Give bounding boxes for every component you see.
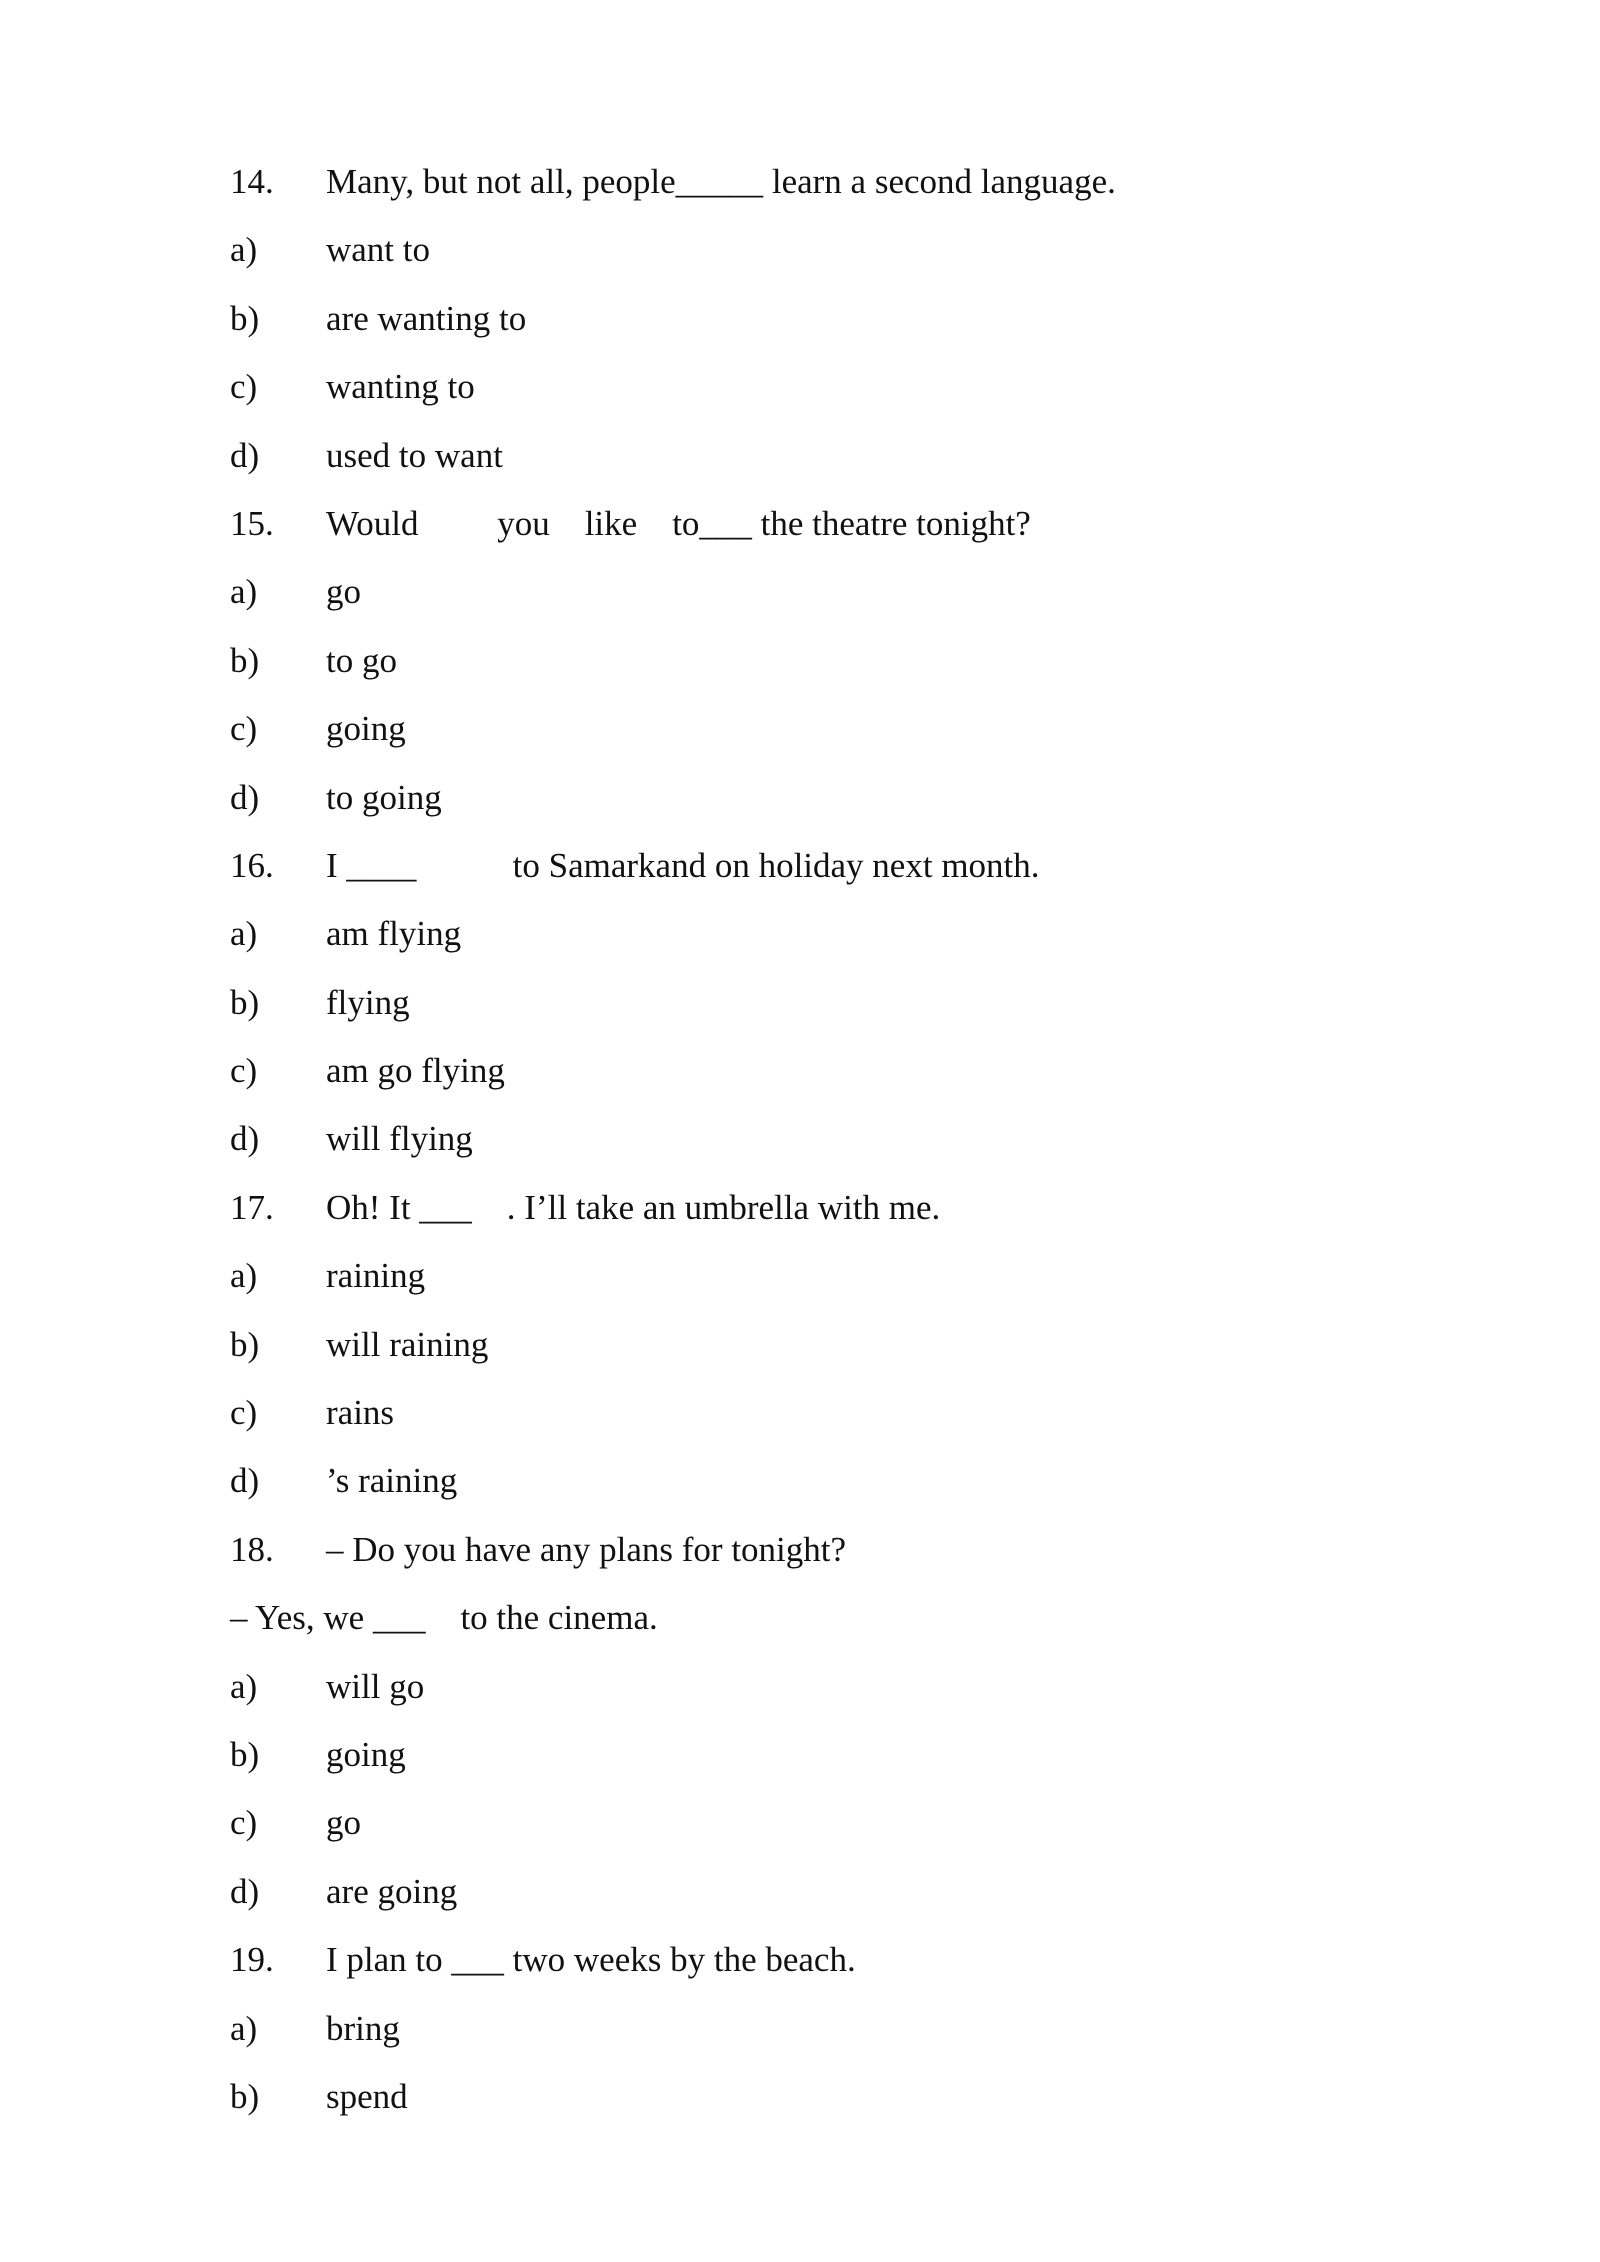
option-14-d <box>230 422 1380 490</box>
option-label: b) <box>230 2076 260 2116</box>
option-text: am flying <box>326 914 462 954</box>
option-label: d) <box>230 1461 260 1501</box>
question-16 <box>230 832 1380 900</box>
question-19 <box>230 1926 1380 1994</box>
option-text: to going <box>326 777 442 817</box>
option-label: b) <box>230 1734 260 1774</box>
question-17 <box>230 1174 1380 1242</box>
option-label: c) <box>230 709 258 749</box>
question-number: 19. <box>230 1940 274 1980</box>
option-label: b) <box>230 298 260 338</box>
option-text: go <box>326 572 361 612</box>
option-label: d) <box>230 1119 260 1159</box>
option-16-c <box>230 1037 1380 1105</box>
option-label: b) <box>230 982 260 1022</box>
option-17-b <box>230 1311 1380 1379</box>
option-18-c <box>230 1789 1380 1857</box>
option-15-c <box>230 695 1380 763</box>
option-14-c <box>230 353 1380 421</box>
option-15-a <box>230 558 1380 626</box>
question-stem: – Do you have any plans for tonight? <box>326 1529 847 1569</box>
option-text: will raining <box>326 1324 489 1364</box>
option-label: a) <box>230 572 258 612</box>
option-text: flying <box>326 982 410 1022</box>
question-18-continuation <box>230 1584 1380 1652</box>
option-text: going <box>326 1734 406 1774</box>
option-label: d) <box>230 435 260 475</box>
question-stem: I ____ to Samarkand on holiday next month. <box>326 845 1040 885</box>
option-text: to go <box>326 640 397 680</box>
option-text: going <box>326 709 406 749</box>
option-label: c) <box>230 1393 258 1433</box>
option-text: are wanting to <box>326 298 527 338</box>
question-stem: I plan to ___ two weeks by the beach. <box>326 1940 856 1980</box>
question-15 <box>230 490 1380 558</box>
option-15-b <box>230 627 1380 695</box>
option-16-d <box>230 1105 1380 1173</box>
question-18 <box>230 1516 1380 1584</box>
option-label: d) <box>230 777 260 817</box>
question-number: 14. <box>230 162 274 201</box>
option-text: ’s raining <box>326 1461 458 1501</box>
option-label: a) <box>230 1256 258 1296</box>
option-text: will flying <box>326 1119 473 1159</box>
option-label: a) <box>230 1666 258 1706</box>
option-text: are going <box>326 1871 458 1911</box>
option-label: d) <box>230 1871 260 1911</box>
option-18-b <box>230 1721 1380 1789</box>
dialogue-reply: – Yes, we ___ to the cinema. <box>230 1598 658 1638</box>
option-label: c) <box>230 367 258 407</box>
option-text: spend <box>326 2076 408 2116</box>
option-text: will go <box>326 1666 425 1706</box>
question-number: 17. <box>230 1187 274 1227</box>
question-14 <box>230 148 1380 216</box>
option-14-a <box>230 216 1380 284</box>
option-label: a) <box>230 914 258 954</box>
option-label: a) <box>230 2008 258 2048</box>
option-17-c <box>230 1379 1380 1447</box>
option-text: am go flying <box>326 1051 505 1091</box>
option-16-b <box>230 969 1380 1037</box>
option-text: raining <box>326 1256 426 1296</box>
option-label: c) <box>230 1803 258 1843</box>
option-17-d <box>230 1447 1380 1515</box>
option-18-d <box>230 1858 1380 1926</box>
quiz-content <box>230 148 1380 2131</box>
option-text: rains <box>326 1393 395 1433</box>
option-text: want to <box>326 230 431 270</box>
question-stem: Many, but not all, people_____ learn a second language. <box>326 162 1116 201</box>
option-label: a) <box>230 230 258 270</box>
option-18-a <box>230 1653 1380 1721</box>
question-stem: Would you like to___ the theatre tonight? <box>326 503 1031 543</box>
question-stem: Oh! It ___ . I’ll take an umbrella with me. <box>326 1187 941 1227</box>
option-16-a <box>230 900 1380 968</box>
option-label: b) <box>230 640 260 680</box>
question-number: 16. <box>230 845 274 885</box>
question-number: 15. <box>230 503 274 543</box>
option-text: used to want <box>326 435 503 475</box>
option-text: wanting to <box>326 367 475 407</box>
option-19-b <box>230 2063 1380 2131</box>
option-19-a <box>230 1995 1380 2063</box>
option-label: b) <box>230 1324 260 1364</box>
option-text: go <box>326 1803 361 1843</box>
question-number: 18. <box>230 1529 274 1569</box>
option-15-d <box>230 764 1380 832</box>
option-17-a <box>230 1242 1380 1310</box>
option-14-b <box>230 285 1380 353</box>
option-text: bring <box>326 2008 400 2048</box>
option-label: c) <box>230 1051 258 1091</box>
